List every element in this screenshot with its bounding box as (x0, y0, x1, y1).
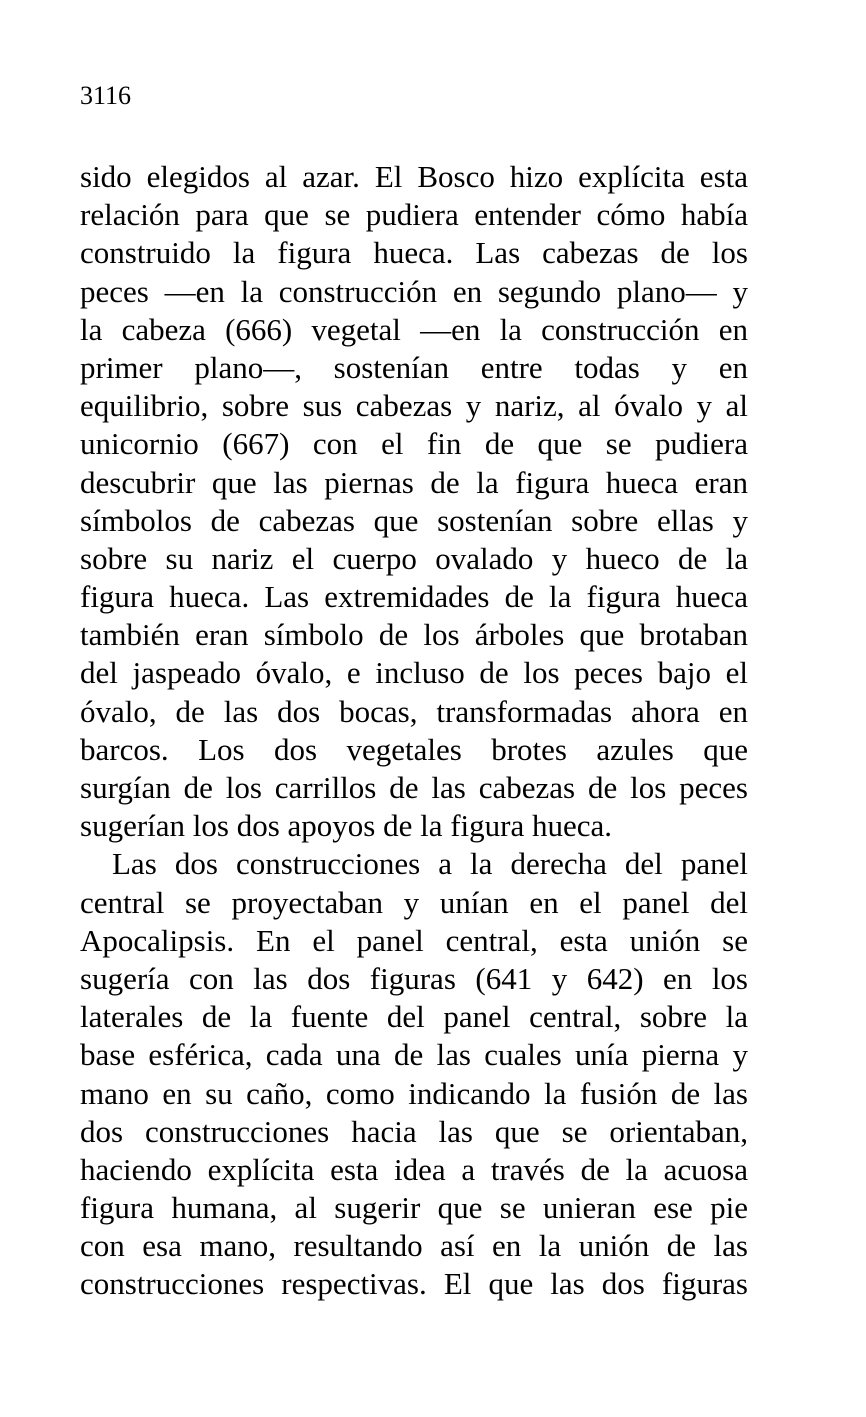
text-line: óvalo, de las dos bocas, transformadas ahora en (80, 693, 748, 729)
text-line: dos construcciones hacia las que se orientaban, (80, 1113, 748, 1149)
text-line: sido elegidos al azar. El Bosco hizo explícita esta (80, 159, 748, 194)
text-line: barcos. Los dos vegetales brotes azules que (80, 731, 748, 767)
text-line: laterales de la fuente del panel central, sobre la (80, 999, 748, 1035)
page-number: 3116 (80, 81, 132, 110)
text-line: surgían de los carrillos de las cabezas de los peces (80, 770, 748, 805)
text-line: mano en su caño, como indicando la fusión de las (80, 1075, 748, 1111)
paragraph-2 (80, 845, 748, 1303)
body-text (80, 158, 748, 1304)
text-line: la cabeza (666) vegetal —en la construcción en (80, 311, 748, 347)
text-line: sobre su nariz el cuerpo ovalado y hueco de la (80, 540, 748, 576)
text-line: construido la figura hueca. Las cabezas de los (80, 235, 748, 271)
text-line: símbolos de cabezas que sostenían sobre ellas y (80, 502, 748, 538)
text-line: sugería con las dos figuras (641 y 642) en los (80, 960, 748, 996)
text-line: Apocalipsis. En el panel central, esta unión se (80, 922, 748, 958)
text-line: construcciones respectivas. El que las dos figuras (80, 1266, 748, 1302)
text-line: equilibrio, sobre sus cabezas y nariz, al óvalo y al (80, 388, 748, 424)
paragraph-1 (80, 158, 748, 845)
text-line: relación para que se pudiera entender cómo había (80, 197, 748, 233)
text-line: también eran símbolo de los árboles que brotaban (80, 617, 748, 653)
text-line: base esférica, cada una de las cuales unía pierna y (80, 1037, 748, 1073)
text-line: con esa mano, resultando así en la unión de las (80, 1228, 748, 1264)
text-line: figura humana, al sugerir que se unieran ese pie (80, 1190, 748, 1226)
text-line: unicornio (667) con el fin de que se pudiera (80, 426, 748, 462)
text-line: primer plano—, sostenían entre todas y en (80, 349, 748, 385)
text-line: figura hueca. Las extremidades de la figura hueca (80, 579, 748, 615)
text-line: haciendo explícita esta idea a través de la acuosa (80, 1151, 748, 1187)
text-line: sugerían los dos apoyos de la figura hueca. (80, 808, 613, 844)
text-line: del jaspeado óvalo, e incluso de los peces bajo el (80, 655, 748, 691)
text-line: Las dos construcciones a la derecha del panel (112, 846, 748, 882)
text-line: central se proyectaban y unían en el panel del (80, 884, 748, 920)
text-line: descubrir que las piernas de la figura hueca eran (80, 464, 748, 500)
text-line: peces —en la construcción en segundo plano— y (80, 273, 748, 309)
